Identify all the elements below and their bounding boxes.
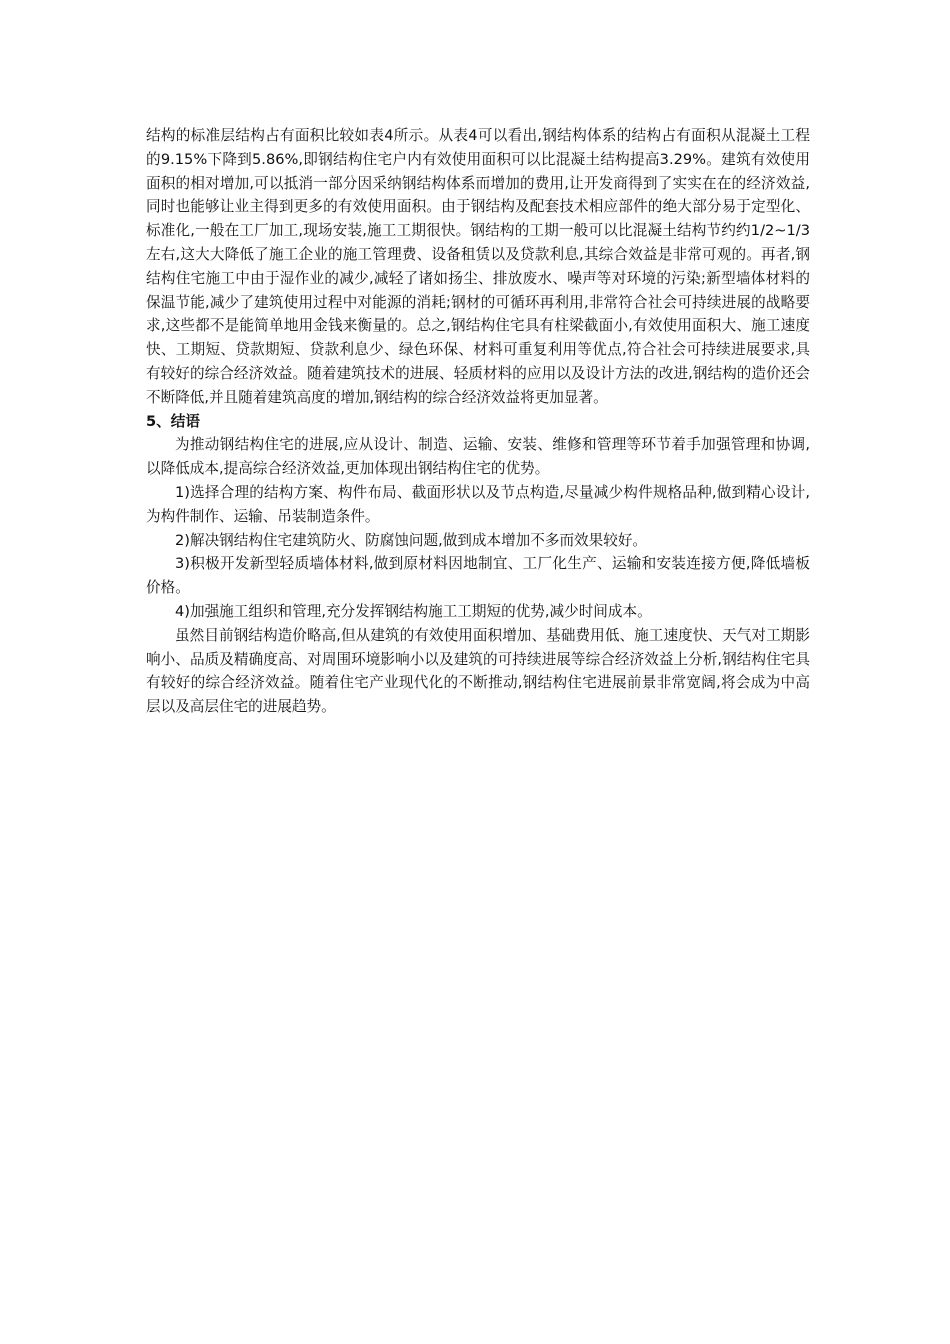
- list-item: 1)选择合理的结构方案、构件布局、截面形状以及节点构造,尽量减少构件规格品种,做到精心设计,为构件制作、运输、吊装制造条件。: [146, 483, 810, 525]
- conclusion-intro-paragraph: 为推动钢结构住宅的进展,应从设计、制造、运输、安装、维修和管理等环节着手加强管理和协调,以降低成本,提高综合经济效益,更加体现出钢结构住宅的优势。: [146, 436, 810, 478]
- list-item: 4)加强施工组织和管理,充分发挥钢结构施工工期短的优势,减少时间成本。: [175, 602, 652, 620]
- list-item: 2)解决钢结构住宅建筑防火、防腐蚀问题,做到成本增加不多而效果较好。: [175, 531, 648, 549]
- list-item: 3)积极开发新型轻质墙体材料,做到原材料因地制宜、工厂化生产、运输和安装连接方便,降低墙板价格。: [146, 555, 810, 597]
- document-page: [146, 124, 810, 719]
- closing-paragraph: 虽然目前钢结构造价略高,但从建筑的有效使用面积增加、基础费用低、施工速度快、天气对工期影响小、品质及精确度高、对周围环境影响小以及建筑的可持续进展等综合经济效益上分析,钢结构住宅具有较好的综合经济效益。随着住宅产业现代化的不断推动,钢结构住宅进展前景非常宽阔,将会成为中高层以及高层住宅的进展趋势。: [146, 626, 810, 716]
- section-heading: 5、结语: [146, 412, 200, 430]
- intro-paragraph: 结构的标准层结构占有面积比较如表4所示。从表4可以看出,钢结构体系的结构占有面积从混凝土工程的9.15%下降到5.86%,即钢结构住宅户内有效使用面积可以比混凝土结构提高3.29%。建筑有效使用面积的相对增加,可以抵消一部分因采纳钢结构体系而增加的费用,让开发商得到了实实在在的经济效益,同时也能够让业主得到更多的有效使用面积。由于钢结构及配套技术相应部件的绝大部分易于定型化、标准化,一般在工厂加工,现场安装,施工工期很快。钢结构的工期一般可以比混凝土结构节约约1/2~1/3左右,这大大降低了施工企业的施工管理费、设备租赁以及贷款利息,其综合效益是非常可观的。再者,钢结构住宅施工中由于湿作业的减少,减轻了诸如扬尘、排放废水、噪声等对环境的污染;新型墙体材料的保温节能,减少了建筑使用过程中对能源的消耗;钢材的可循环再利用,非常符合社会可持续进展的战略要求,这些都不是能简单地用金钱来衡量的。总之,钢结构住宅具有柱梁截面小,有效使用面积大、施工速度快、工期短、贷款期短、贷款利息少、绿色环保、材料可重复利用等优点,符合社会可持续进展要求,具有较好的综合经济效益。随着建筑技术的进展、轻质材料的应用以及设计方法的改进,钢结构的造价还会不断降低,并且随着建筑高度的增加,钢结构的综合经济效益将更加显著。: [146, 127, 810, 406]
